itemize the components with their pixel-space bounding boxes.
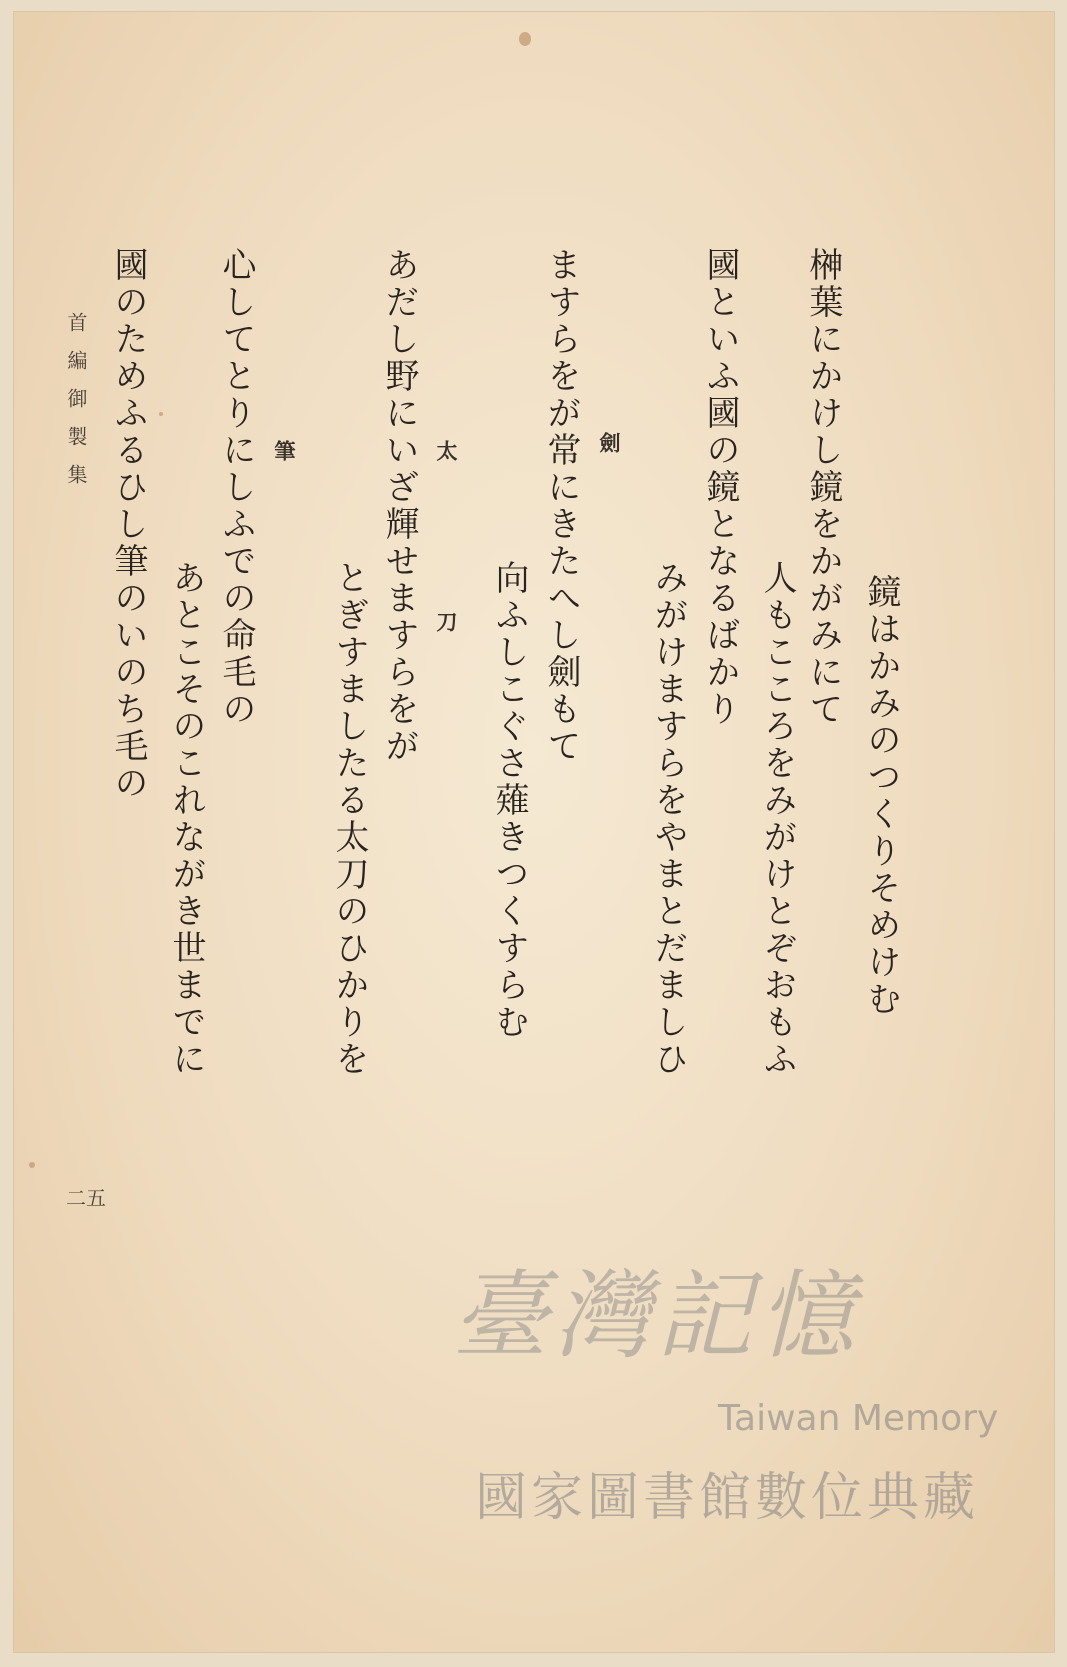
foxing-spot [29, 1162, 35, 1168]
foxing-spot [159, 412, 163, 416]
poem-brush-line3: 國のためふるひし筆のいのち毛の [108, 247, 148, 802]
poem-brush-line2: あとこそのこれながき世までに [166, 560, 206, 1078]
poem-brush-line1: 心してとりにしふでの命毛の [216, 247, 256, 728]
foxing-spot [519, 32, 531, 46]
poem-sword-line1: ますらをが常にきたへし劍もて [541, 247, 581, 765]
running-title: 首編御製集 [64, 312, 88, 502]
poem-sword-line2: 向ふしこぐさ薙きつくすらむ [489, 560, 529, 1041]
heading-tachi: 太刀 [434, 440, 459, 782]
poem-tachi-line1: あだし野にいざ輝せますらをが [379, 247, 419, 765]
poem-mirror-line4: 國といふ國の鏡となるばかり [700, 247, 740, 728]
watermark-logo: 臺灣記憶 [452, 1260, 860, 1372]
page-number: 二五 [66, 1186, 106, 1210]
heading-brush: 筆 [272, 440, 297, 467]
heading-sword: 劍 [597, 432, 622, 459]
poem-mirror-line1: 鏡はかみのつくりそめけむ [861, 574, 901, 1018]
poem-mirror-line5: みがけますらをやまとだましひ [648, 560, 688, 1078]
poem-tachi-line2: とぎすましたる太刀のひかりを [329, 560, 369, 1078]
poem-mirror-line2: 榊葉にかけし鏡をかがみにて [803, 247, 843, 728]
watermark-chinese: 國家圖書館數位典藏 [475, 1468, 980, 1528]
watermark-english: Taiwan Memory [718, 1398, 999, 1439]
poem-mirror-line3: 人もこころをみがけとぞおもふ [757, 560, 797, 1078]
